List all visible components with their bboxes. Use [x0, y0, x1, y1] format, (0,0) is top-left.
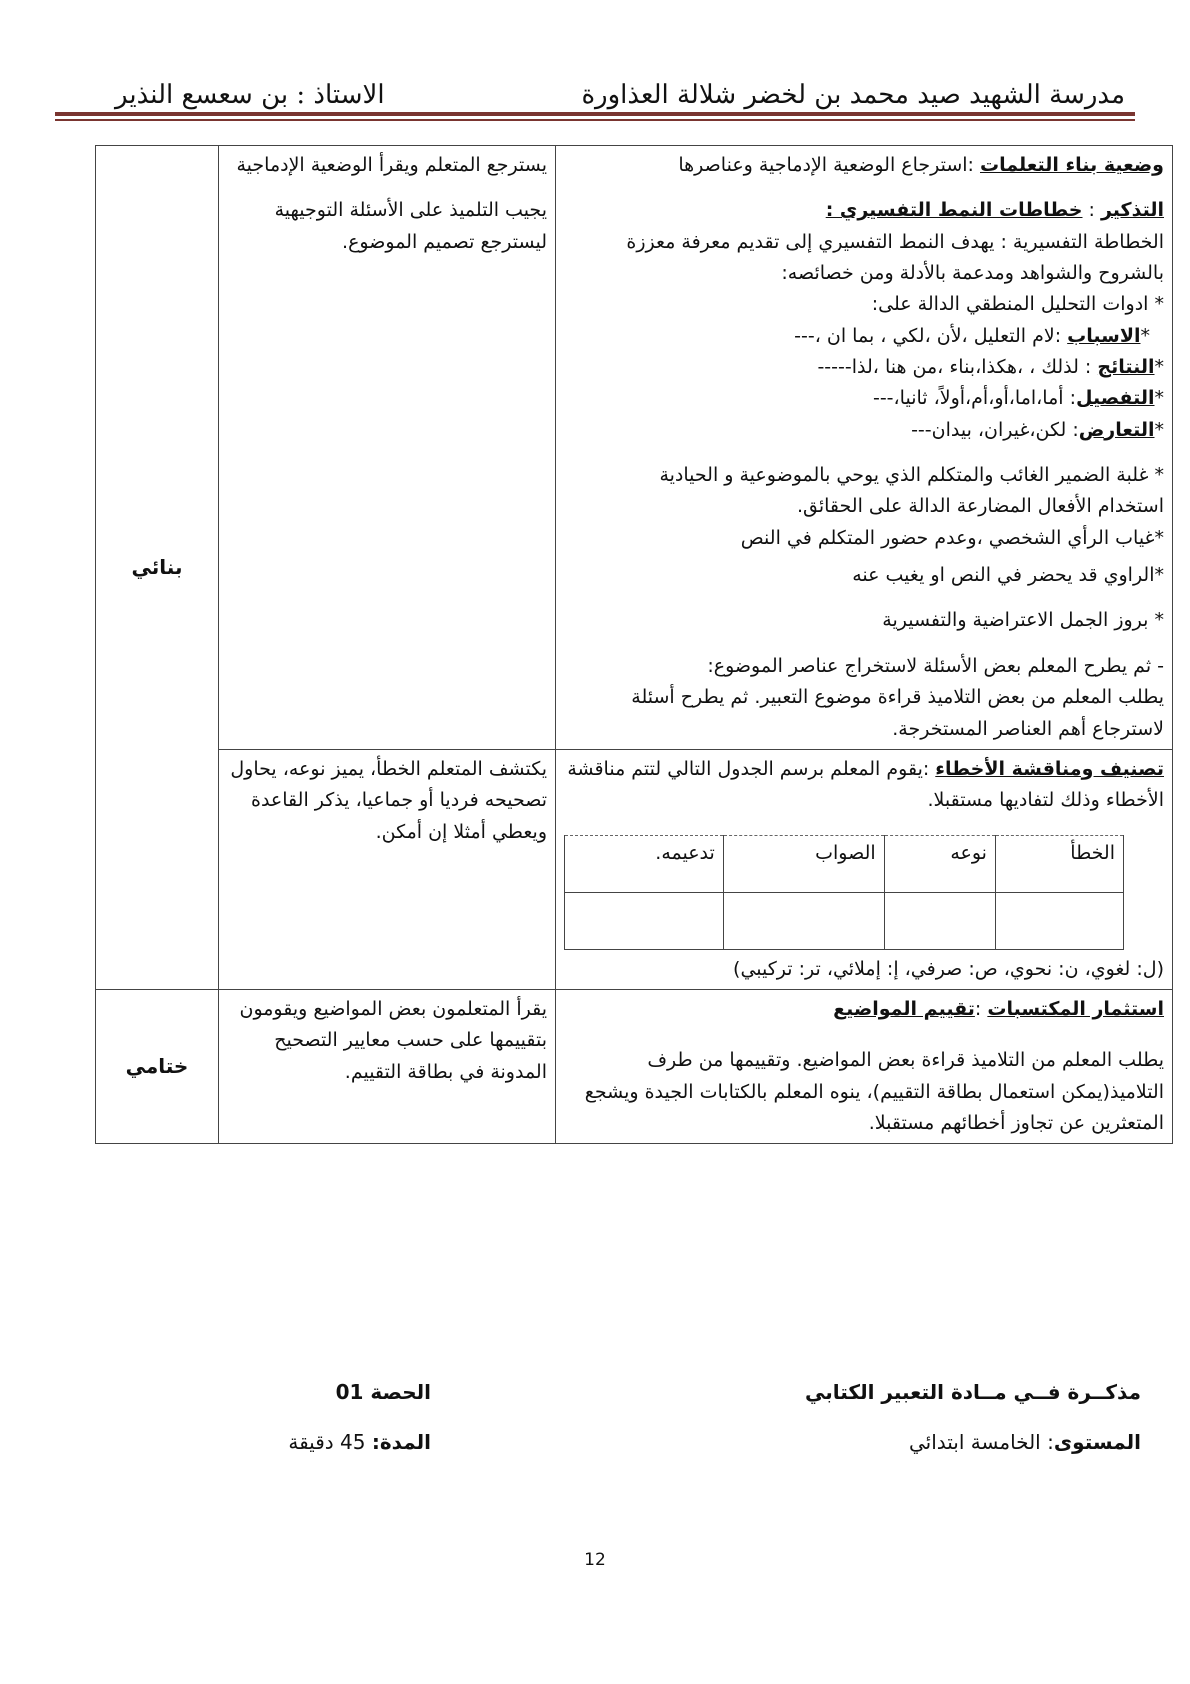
binai-title: وضعية بناء التعلمات — [980, 154, 1164, 176]
binai-p6: *الراوي قد يحضر في النص او يغيب عنه — [852, 564, 1164, 587]
header-rule-thick — [55, 112, 1135, 116]
row-errors — [96, 749, 1173, 989]
binai-p3: * غلبة الضمير الغائب والمتكلم الذي يوحي بالموضوعية و الحيادية — [659, 464, 1164, 487]
teacher-name: الاستاذ : بن سعسع النذير — [115, 80, 385, 110]
results-label: النتائج — [1097, 356, 1155, 379]
lesson-table — [95, 145, 1173, 1144]
errors-empty-cell — [565, 892, 724, 949]
binai-p1: الخطاطة التفسيرية : يهدف النمط التفسيري إلى تقديم معرفة معززة بالشروح والشواهد ومدعمة بالأدلة ومن خصائصه: — [626, 230, 1164, 285]
binai-learner-cell — [219, 146, 556, 750]
duration: المدة: 45 دقيقة — [288, 1430, 431, 1454]
errors-header-error: الخطأ — [995, 835, 1123, 892]
stage-khitami: ختامي — [96, 989, 219, 1143]
binai-learner-2: يجيب التلميذ على الأسئلة التوجيهية ليسترجع تصميم الموضوع. — [274, 199, 547, 253]
errors-header-correct: الصواب — [723, 835, 884, 892]
errors-content-cell: تصنيف ومناقشة الأخطاء :يقوم المعلم برسم الجدول التالي لتتم مناقشة الأخطاء وذلك لتفاديها مستقبلا. الخطأ نوعه الصواب تدعيمه. (ل: لغوي، ن: نحوي، ص: صرفي، إ: إملائي، تر: تركيبي) — [556, 749, 1173, 989]
binai-p2: * ادوات التحليل المنطقي الدالة على: — [871, 293, 1164, 316]
reminder-topic: خطاطات النمط التفسيري : — [825, 199, 1083, 222]
binai-p8: - ثم يطرح المعلم بعض الأسئلة لاستخراج عناصر الموضوع: — [707, 654, 1164, 677]
binai-p5: *غياب الرأي الشخصي ،وعدم حضور المتكلم في النص — [740, 526, 1164, 549]
errors-learner-cell: يكتشف المتعلم الخطأ، يميز نوعه، يحاول تصحيحه فرديا أو جماعيا، يذكر القاعدة ويعطي أمثلا إن أمكن. — [219, 749, 556, 989]
errors-header-support: تدعيمه. — [565, 835, 724, 892]
khitami-learner-cell: يقرأ المتعلمون بعض المواضيع ويقومون بتقييمها على حسب معايير التصحيح المدونة في بطاقة التقييم. — [219, 989, 556, 1143]
errors-empty-cell — [723, 892, 884, 949]
binai-learner-1: يسترجع المتعلم ويقرأ الوضعية الإدماجية — [236, 154, 547, 176]
detail-label: التفصيل — [1075, 387, 1155, 410]
errors-title: تصنيف ومناقشة الأخطاء — [935, 757, 1164, 780]
row-binai — [96, 146, 1173, 750]
errors-empty-cell — [995, 892, 1123, 949]
page-header — [55, 70, 1135, 110]
reminder-label: التذكير — [1100, 199, 1164, 222]
page-number: 12 — [584, 1550, 606, 1570]
contrast-label: التعارض — [1078, 418, 1155, 441]
khitami-p1: يطلب المعلم من التلاميذ قراءة بعض المواضيع. وتقييمها من طرف التلاميذ(يمكن استعمال بطاقة التقييم)، ينوه المعلم بالكتابات الجيدة ويشجع المتعثرين عن تجاوز أخطائهم مستقبلا. — [584, 1049, 1164, 1134]
khitami-title: استثمار المكتسبات — [987, 997, 1164, 1020]
binai-p9: يطلب المعلم من بعض التلاميذ قراءة موضوع التعبير. ثم يطرح أسئلة لاسترجاع أهم العناصر المستخرجة. — [631, 686, 1164, 740]
stage-binai: بنائي — [96, 146, 219, 990]
binai-content-cell: وضعية بناء التعلمات :استرجاع الوضعية الإدماجية وعناصرها التذكير : خطاطات النمط التفسيري : الخطاطة التفسيرية : يهدف النمط التفسيري إلى تقديم معرفة معززة بالشروح والشواهد ومدعمة بالأدلة ومن خصائصه: * ادوات التحليل المنطقي الدالة على: *الاسباب :لام التعليل ،لأن ،لكي ، بما ان ،--- *النتائج : لذلك ، ،هكذا،بناء ،من هنا ،لذا----- *التفصيل: أما،اما،أو،أم،أولاً، ثانيا،--- *التعارض: لكن،غيران، بيدان--- * غلبة الضمير الغائب والمتكلم الذي يوحي بالموضوعية و الحيادية استخدام الأفعال المضارعة الدالة على الحقائق. *غياب الرأي الشخصي ،وعدم حضور المتكلم في النص *الراوي قد يحضر في النص او يغيب عنه * بروز الجمل الاعتراضية والتفسيرية - ثم يطرح المعلم بعض الأسئلة لاستخراج عناصر الموضوع: يطلب المعلم من بعض التلاميذ قراءة موضوع التعبير. ثم يطرح أسئلة لاسترجاع أهم العناصر المستخرجة. — [556, 146, 1173, 750]
causes-label: الاسباب — [1067, 324, 1141, 347]
errors-header-type: نوعه — [884, 835, 995, 892]
memo-title: مذكــرة فــي مــادة التعبير الكتابي — [805, 1380, 1141, 1404]
binai-p4: استخدام الأفعال المضارعة الدالة على الحقائق. — [796, 495, 1164, 518]
school-name: مدرسة الشهيد صيد محمد بن لخضر شلالة العذاورة — [581, 80, 1125, 110]
khitami-content-cell: استثمار المكتسبات :تقييم المواضيع يطلب المعلم من التلاميذ قراءة بعض المواضيع. وتقييمها من طرف التلاميذ(يمكن استعمال بطاقة التقييم)، ينوه المعلم بالكتابات الجيدة ويشجع المتعثرين عن تجاوز أخطائهم مستقبلا. — [556, 989, 1173, 1143]
errors-empty-cell — [884, 892, 995, 949]
session: الحصة 01 — [335, 1380, 431, 1404]
binai-p7: * بروز الجمل الاعتراضية والتفسيرية — [882, 609, 1164, 632]
errors-table — [564, 835, 1124, 950]
row-khitami — [96, 989, 1173, 1143]
khitami-topic: تقييم المواضيع — [833, 997, 975, 1020]
level: المستوى: الخامسة ابتدائي — [908, 1430, 1141, 1454]
header-rule-thin — [55, 119, 1135, 121]
errors-legend: (ل: لغوي، ن: نحوي، ص: صرفي، إ: إملائي، تر: تركيبي) — [733, 957, 1164, 980]
